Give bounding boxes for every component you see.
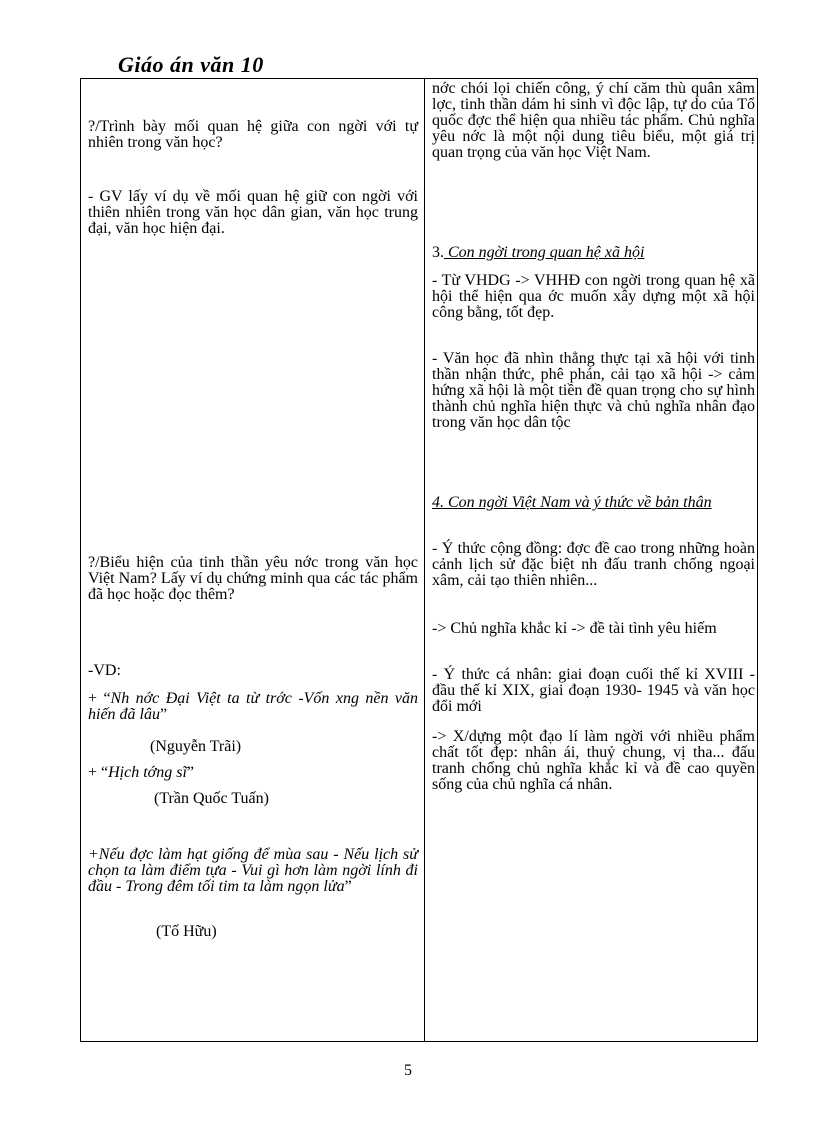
stoicism-note: -> Chủ nghĩa khắc kỉ -> đề tài tình yêu hiếm <box>432 620 717 637</box>
example-2-prefix: + “ <box>88 764 109 781</box>
social-paragraph-2: - Văn học đã nhìn thẳng thực tại xã hội với tinh thần nhận thức, phê phán, cải tạo xã hội -> cảm hứng xã hội là một tiền đề quan trọng cho sự hình thành chủ nghĩa hiện thực và chủ nghĩa nhân đạo trong văn học dân tộc <box>432 350 755 431</box>
example-2-title: Hịch tớng sĩ <box>108 764 187 781</box>
column-divider <box>424 79 425 1041</box>
question-nature: ?/Trình bày mối quan hệ giữa con ngời với tự nhiên trong văn học? <box>88 118 418 151</box>
example-3 <box>88 847 418 895</box>
example-3-suffix: ” <box>344 878 352 895</box>
example-2-suffix: ” <box>186 764 194 781</box>
example-1-suffix: ” <box>160 706 168 723</box>
morality-paragraph: -> X/dựng một đạo lí làm ngời với nhiều phẩm chất tốt đẹp: nhân ái, thuỷ chung, vị tha... đấu tranh chống chủ nghĩa khắc kỉ và đề cao quyền sống của chủ nghĩa cá nhân. <box>432 728 755 793</box>
page-number: 5 <box>404 1062 412 1079</box>
example-1-quote: Nh nớc Đại Việt ta từ trớc -Vốn xng nền văn hiến đã lâu <box>88 690 418 723</box>
section-4-heading: 4. Con ngời Việt Nam và ý thức về bản thân <box>432 494 712 511</box>
example-1-author: (Nguyễn Trãi) <box>150 738 242 755</box>
example-1 <box>88 691 418 723</box>
example-label: -VD: <box>88 662 121 679</box>
community-awareness: - Ý thức cộng đồng: đợc đề cao trong những hoàn cảnh lịch sử đặc biệt nh đấu tranh chống ngoại xâm, cải tạo thiên nhiên... <box>432 540 755 589</box>
social-paragraph-1: - Từ VHDG -> VHHĐ con ngời trong quan hệ xã hội thể hiện qua ớc muốn xây dựng một xã hội công bằng, tốt đẹp. <box>432 272 755 321</box>
page-header: Giáo án văn 10 <box>118 52 264 77</box>
lesson-table <box>80 78 758 1042</box>
patriotism-paragraph: nớc chói lọi chiến công, ý chí căm thù quân xâm lợc, tinh thần dám hi sinh vì độc lập, tự do của Tổ quốc đợc thể hiện qua nhiều tác phẩm. Chủ nghĩa yêu nớc là một nội dung tiêu biểu, một giá trị quan trọng của văn học Việt Nam. <box>432 80 755 161</box>
individual-awareness: - Ý thức cá nhân: giai đoạn cuối thế kỉ XVIII - đầu thế kỉ XIX, giai đoạn 1930- 1945 và văn học đổi mới <box>432 666 755 715</box>
example-2 <box>88 765 418 781</box>
section-3-heading <box>432 245 755 261</box>
example-3-quote: +Nếu đợc làm hạt giống để mùa sau - Nếu lịch sử chọn ta làm điểm tựa - Vui gì hơn làm ngời lính đi đầu - Trong đêm tối tim ta làm ngọn lửa <box>88 846 418 895</box>
example-1-prefix: + “ <box>88 690 111 707</box>
example-3-author: (Tố Hữu) <box>156 923 217 940</box>
section-3-title: Con ngời trong quan hệ xã hội <box>444 244 645 261</box>
section-3-number: 3. <box>432 244 444 261</box>
teacher-example-note: - GV lấy ví dụ về mối quan hệ giữ con ngời với thiên nhiên trong văn học dân gian, văn học trung đại, văn học hiện đại. <box>88 188 418 237</box>
example-2-author: (Trần Quốc Tuấn) <box>154 790 269 807</box>
question-patriotism: ?/Biểu hiện của tinh thần yêu nớc trong văn học Việt Nam? Lấy ví dụ chứng minh qua các tác phẩm đã học hoặc đọc thêm? <box>88 554 418 603</box>
